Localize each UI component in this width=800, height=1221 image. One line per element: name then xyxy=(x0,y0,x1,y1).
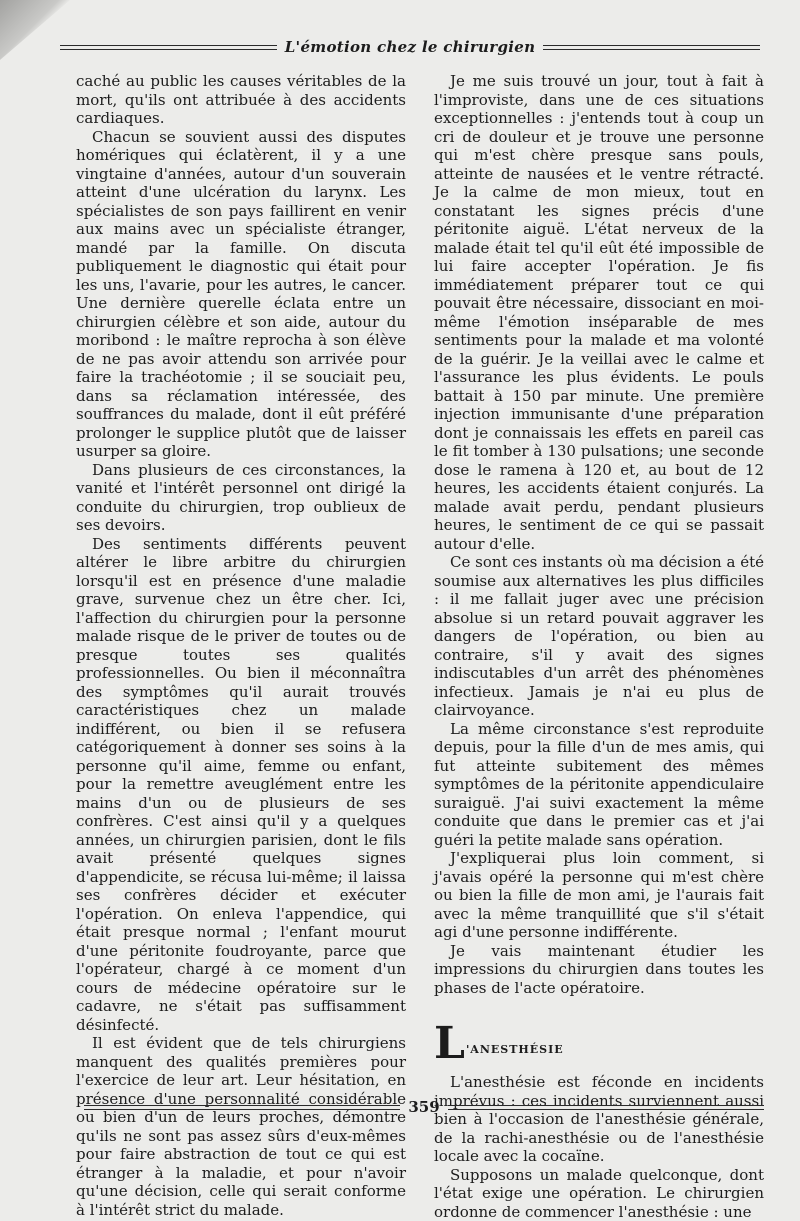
left-column xyxy=(76,72,406,1219)
paragraph: Supposons un malade quelconque, dont l'état exige une opération. Le chirurgien ordonne de commencer l'anesthésie : une xyxy=(434,1166,764,1221)
section-drop-cap: L xyxy=(434,1025,465,1063)
page-footer xyxy=(84,1096,764,1118)
paragraph: Ce sont ces instants où ma décision a été soumise aux alternatives les plus difficiles : il me fallait juger avec une précision absolue si un retard pouvait aggraver les dangers de l'opération, ou bien au contraire, s'il y avait des signes indiscutables d'un arrêt des phénomènes infectieux. Jamais je n'ai eu plus de clairvoyance. xyxy=(434,553,764,720)
paragraph: Je me suis trouvé un jour, tout à fait à l'improviste, dans une de ces situations exceptionnelles : j'entends tout à coup un cri de douleur et je trouve une personne qui m'est chère presque sans pouls, atteinte de nausées et le ventre rétracté. Je la calme de mon mieux, tout en constatant les signes précis d'une péritonite aiguë. L'état nerveux de la malade était tel qu'il eût été impossible de lui faire accepter l'opération. Je fis immédiatement préparer tout ce qui pouvait être nécessaire, dissociant en moi-même l'émotion inséparable de mes sentiments pour la malade et ma volonté de la guérir. Je la veillai avec le calme et l'assurance les plus évidents. Le pouls battait à 150 par minute. Une première injection immunisante d'une préparation dont je connaissais les effets en pareil cas le fit tomber à 130 pulsations; une seconde dose le ramena à 120 et, au bout de 12 heures, les accidents étaient conjurés. La malade avait perdu, pendant plusieurs heures, le sentiment de ce qui se passait autour d'elle. xyxy=(434,72,764,553)
paragraph: caché au public les causes véritables de la mort, qu'ils ont attribuée à des accidents cardiaques. xyxy=(76,72,406,128)
paragraph: J'expliquerai plus loin comment, si j'avais opéré la personne qui m'est chère ou bien la fille de mon ami, je l'aurais fait avec la même tranquillité que s'il s'était agi d'une personne indifférente. xyxy=(434,849,764,942)
paragraph: Dans plusieurs de ces circonstances, la vanité et l'intérêt personnel ont dirigé la conduite du chirurgien, trop oublieux de ses devoirs. xyxy=(76,461,406,535)
running-title: L'émotion chez le chirurgien xyxy=(277,38,544,56)
paragraph: Chacun se souvient aussi des disputes homériques qui éclatèrent, il y a une vingtaine d'années, autour d'un souverain atteint d'une ulcération du larynx. Les spécialistes de son pays faillirent en venir aux mains avec un spécialiste étranger, mandé par la famille. On discuta publiquement le diagnostic qui était pour les uns, l'avarie, pour les autres, le cancer. Une dernière querelle éclata entre un chirurgien célèbre et son aide, autour du moribond : le maître reprocha à son élève de ne pas avoir attendu son arrivée pour faire la trachéotomie ; il se souciait peu, dans sa réclamation intéressée, des souffrances du malade, dont il eût préféré prolonger le supplice plutôt que de laisser usurper sa gloire. xyxy=(76,128,406,461)
paragraph: L'anesthésie est féconde en incidents imprévus : ces incidents surviennent aussi bien à l'occasion de l'anesthésie générale, de la rachi-anesthésie ou de l'anesthésie locale avec la cocaïne. xyxy=(434,1073,764,1166)
section-title: 'ANESTHÉSIE xyxy=(466,1041,564,1060)
header-rule-right xyxy=(543,45,760,50)
paragraph: La même circonstance s'est reproduite depuis, pour la fille d'un de mes amis, qui fut atteinte subitement des mêmes symptômes de la péritonite appendiculaire suraiguë. J'ai suivi exactement la même conduite que dans le premier cas et j'ai guéri la petite malade sans opération. xyxy=(434,720,764,850)
footer-rule-right xyxy=(448,1105,764,1110)
header-rule-left xyxy=(60,45,277,50)
running-header xyxy=(60,36,760,58)
paragraph: Je vais maintenant étudier les impressions du chirurgien dans toutes les phases de l'acte opératoire. xyxy=(434,942,764,998)
paragraph: Il est évident que de tels chirurgiens manquent des qualités premières pour l'exercice de leur art. Leur hésitation, en présence d'une personnalité considérable ou bien d'un de leurs proches, démontre qu'ils ne sont pas assez sûrs d'eux-mêmes pour faire abstraction de tout ce qui est étranger à la maladie, et pour n'avoir qu'une décision, celle qui serait conforme à l'intérêt strict du malade. xyxy=(76,1034,406,1219)
page-number: 359 xyxy=(400,1098,447,1116)
section-heading xyxy=(434,1023,764,1063)
footer-rule-left xyxy=(84,1105,400,1110)
right-column xyxy=(434,72,764,1221)
paragraph: Des sentiments différents peuvent altérer le libre arbitre du chirurgien lorsqu'il est en présence d'une maladie grave, survenue chez un être cher. Ici, l'affection du chirurgien pour la personne malade risque de le priver de toutes ou de presque toutes ses qualités professionnelles. Ou bien il méconnaîtra des symptômes qu'il aurait trouvés caractéristiques chez un malade indifférent, ou bien il se refusera catégoriquement à donner ses soins à la personne qu'il aime, femme ou enfant, pour la remettre aveuglément entre les mains d'un ou de plusieurs de ses confrères. C'est ainsi qu'il y a quelques années, un chirurgien parisien, dont le fils avait présenté quelques signes d'appendicite, se récusa lui-même; il laissa ses confrères décider et exécuter l'opération. On enleva l'appendice, qui était presque normal ; l'enfant mourut d'une péritonite foudroyante, parce que l'opérateur, chargé à ce moment d'un cours de médecine opératoire sur le cadavre, ne s'était pas suffisamment désinfecté. xyxy=(76,535,406,1035)
